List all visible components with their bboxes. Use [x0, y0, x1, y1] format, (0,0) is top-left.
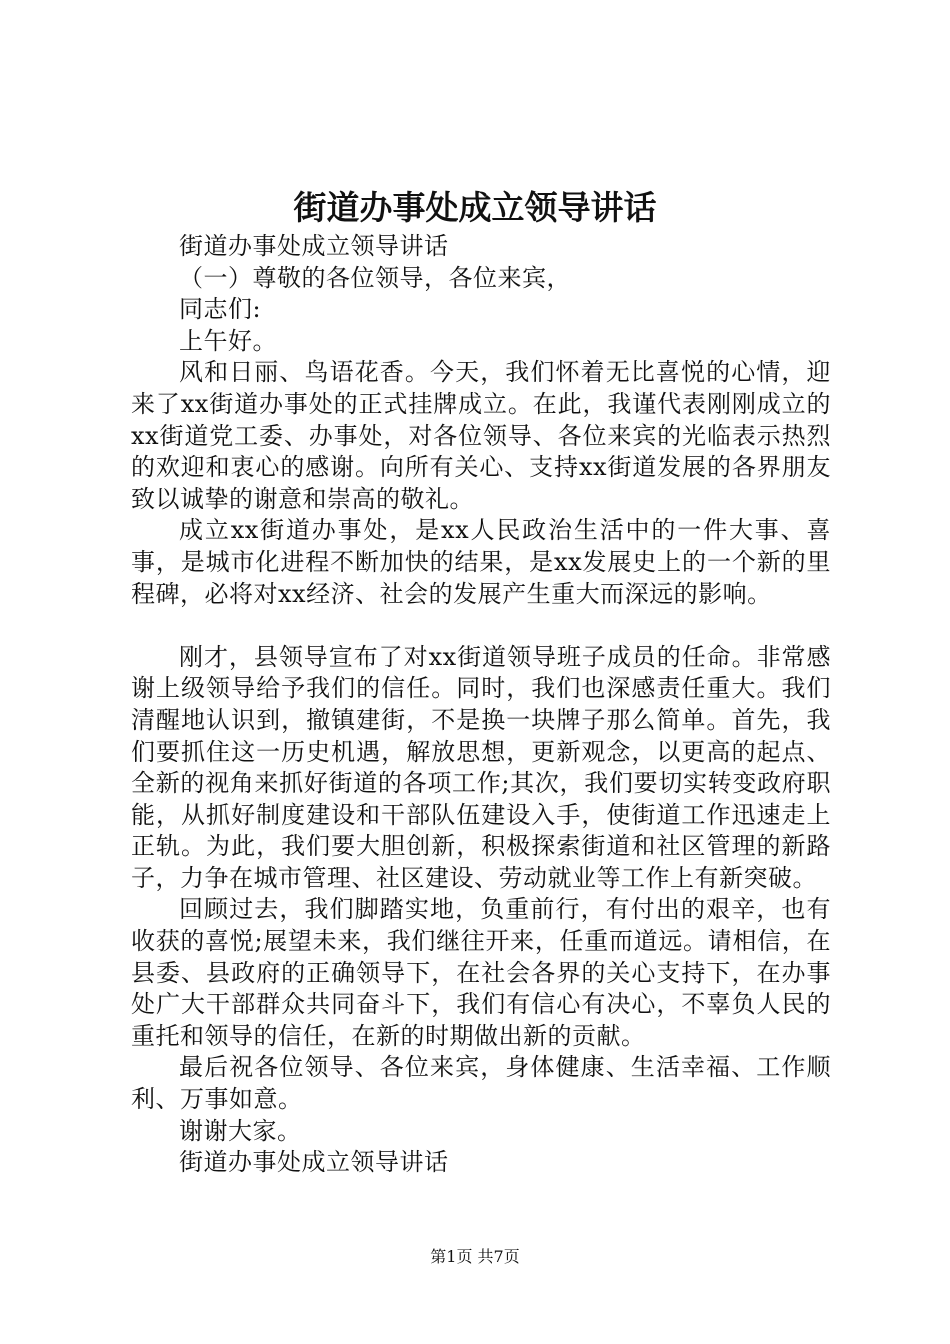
document-body	[131, 231, 831, 1179]
paragraph-greeting: 上午好。	[179, 326, 277, 355]
paragraph-salutation: （一）尊敬的各位领导，各位来宾，	[179, 263, 571, 292]
paragraph-significance: 成立xx街道办事处，是xx人民政治生活中的一件大事、喜事，是城市化进程不断加快的结果，是xx发展史上的一个新的里程碑，必将对xx经济、社会的发展产生重大而深远的影响。	[131, 516, 831, 608]
page-number-footer: 第1页 共7页	[430, 1247, 520, 1266]
paragraph-outlook: 回顾过去，我们脚踏实地，负重前行，有付出的艰辛，也有收获的喜悦;展望未来，我们继往开来，任重而道远。请相信，在县委、县政府的正确领导下，在社会各界的关心支持下，在办事处广大干部群众共同奋斗下，我们有信心有决心，不辜负人民的重托和领导的信任，在新的时期做出新的贡献。	[131, 895, 831, 1050]
paragraph-appointment: 刚才，县领导宣布了对xx街道领导班子成员的任命。非常感谢上级领导给予我们的信任。同时，我们也深感责任重大。我们清醒地认识到，撤镇建街，不是换一块牌子那么简单。首先，我们要抓住这一历史机遇，解放思想，更新观念，以更高的起点、全新的视角来抓好街道的各项工作;其次，我们要切实转变政府职能，从抓好制度建设和干部队伍建设入手，使街道工作迅速走上正轨。为此，我们要大胆创新，积极探索街道和社区管理的新路子，力争在城市管理、社区建设、劳动就业等工作上有新突破。	[131, 642, 831, 892]
paragraph-comrades: 同志们:	[179, 295, 262, 324]
paragraph-thanks: 谢谢大家。	[179, 1116, 302, 1145]
paragraph-closing-title: 街道办事处成立领导讲话	[179, 1148, 449, 1177]
paragraph-wishes: 最后祝各位领导、各位来宾，身体健康、生活幸福、工作顺利、万事如意。	[131, 1053, 831, 1114]
document-title: 街道办事处成立领导讲话	[293, 188, 657, 227]
paragraph-subtitle: 街道办事处成立领导讲话	[179, 232, 449, 260]
paragraph-opening: 风和日丽、鸟语花香。今天，我们怀着无比喜悦的心情，迎来了xx街道办事处的正式挂牌成立。在此，我谨代表刚刚成立的xx街道党工委、办事处，对各位领导、各位来宾的光临表示热烈的欢迎和衷心的感谢。向所有关心、支持xx街道发展的各界朋友致以诚挚的谢意和崇高的敬礼。	[131, 358, 831, 513]
